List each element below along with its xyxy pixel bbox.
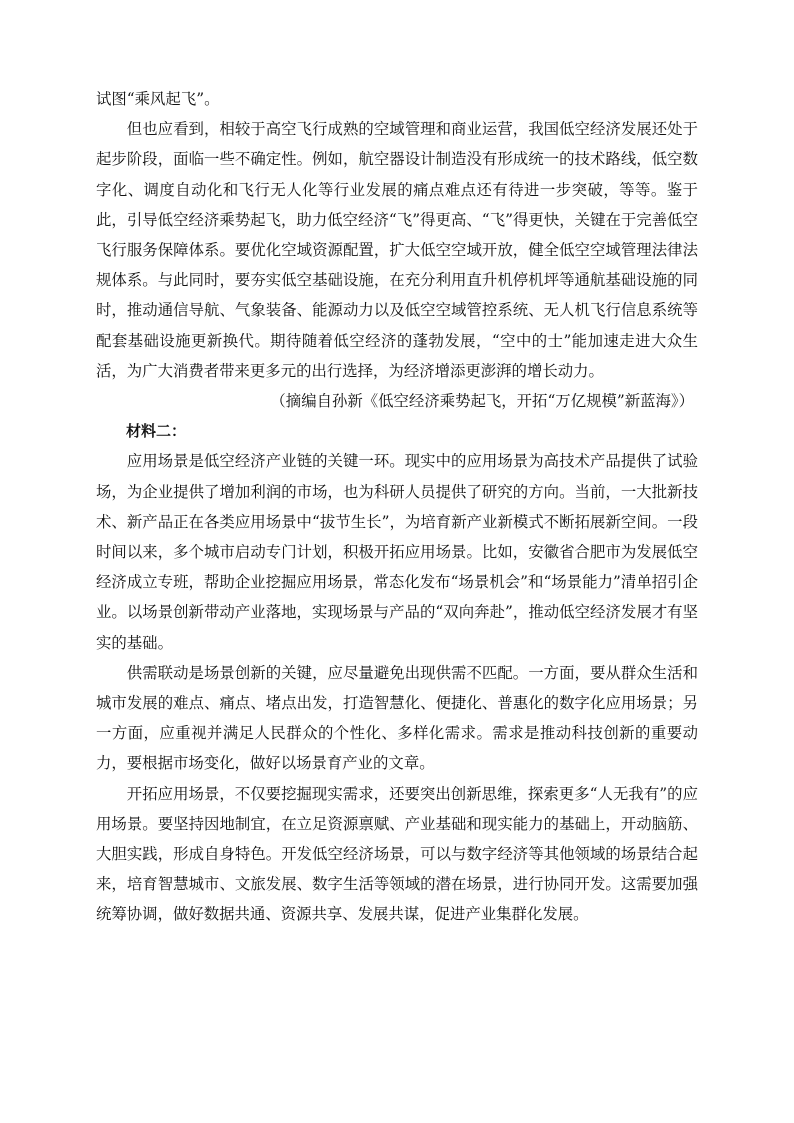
material2-paragraph-1: 应用场景是低空经济产业链的关键一环。现实中的应用场景为高技术产品提供了试验场，为企业提供了增加利润的市场，也为科研人员提供了研究的方向。当前，一大批新技术、新产品正在各类应用场景中“拔节生长”，为培育新产业新模式不断拓展新空间。一段时间以来，多个城市启动专门计划，积极开拓应用场景。比如，安徽省合肥市为发展低空经济成立专班，帮助企业挖掘应用场景，常态化发布“场景机会”和“场景能力”清单招引企业。以场景创新带动产业落地，实现场景与产品的“双向奔赴”，推动低空经济发展才有坚实的基础。 — [96, 452, 698, 652]
material1-paragraph-continued: 试图“乘风起飞”。 — [96, 90, 220, 108]
material1-paragraph-2: 但也应看到，相较于高空飞行成熟的空域管理和商业运营，我国低空经济发展还处于起步阶段，面临一些不确定性。例如，航空器设计制造没有形成统一的技术路线，低空数字化、调度自动化和飞行无人化等行业发展的痛点难点还有待进一步突破，等等。鉴于此，引导低空经济乘势起飞，助力低空经济“飞”得更高、“飞”得更快，关键在于完善低空飞行服务保障体系。要优化空域资源配置，扩大低空空域开放，健全低空空域管理法律法规体系。与此同时，要夯实低空基础设施，在充分利用直升机停机坪等通航基础设施的同时，推动通信导航、气象装备、能源动力以及低空空域管控系统、无人机飞行信息系统等配套基础设施更新换代。期待随着低空经济的蓬勃发展，“空中的士”能加速走进大众生活，为广大消费者带来更多元的出行选择，为经济增添更澎湃的增长动力。 — [96, 120, 698, 380]
material2-heading: 材料二： — [126, 422, 187, 441]
document-page — [96, 84, 698, 930]
material1-source-citation: （摘编自孙新《低空经济乘势起飞，开拓“万亿规模”新蓝海》） — [270, 392, 694, 411]
material2-paragraph-2: 供需联动是场景创新的关键，应尽量避免出现供需不匹配。一方面，要从群众生活和城市发展的难点、痛点、堵点出发，打造智慧化、便捷化、普惠化的数字化应用场景；另一方面，应重视并满足人民群众的个性化、多样化需求。需求是推动科技创新的重要动力，要根据市场变化，做好以场景育产业的文章。 — [96, 663, 698, 773]
material2-paragraph-3: 开拓应用场景，不仅要挖掘现实需求，还要突出创新思维，探索更多“人无我有”的应用场景。要坚持因地制宜，在立足资源禀赋、产业基础和现实能力的基础上，开动脑筋、大胆实践，形成自身特色。开发低空经济场景，可以与数字经济等其他领域的场景结合起来，培育智慧城市、文旅发展、数字生活等领域的潜在场景，进行协同开发。这需要加强统筹协调，做好数据共通、资源共享、发展共谋，促进产业集群化发展。 — [96, 784, 698, 924]
